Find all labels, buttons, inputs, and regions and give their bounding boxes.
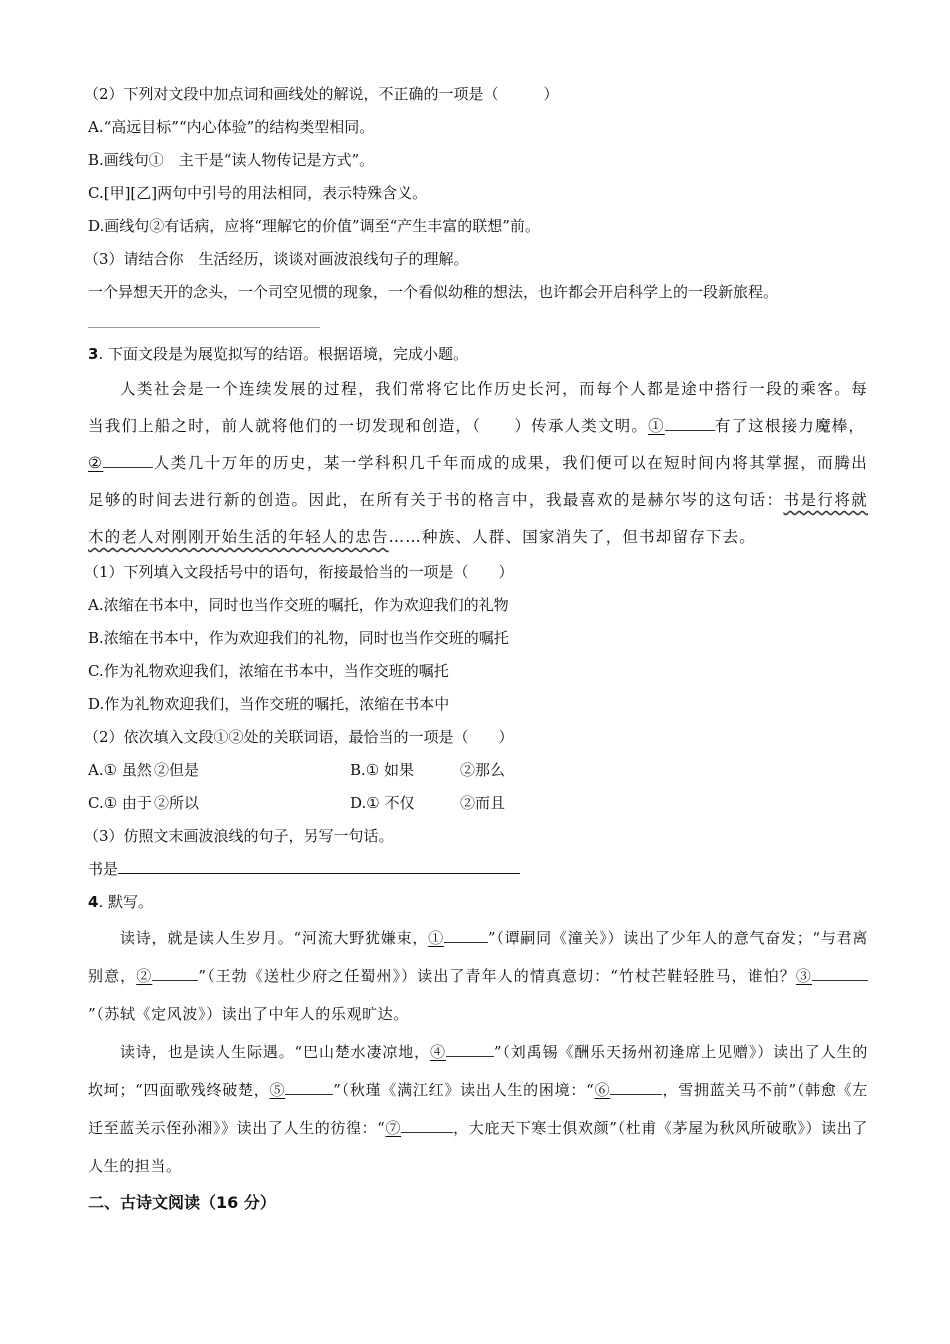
q3-blank1[interactable] xyxy=(665,412,715,431)
q4-blank7-marker: ⑦ xyxy=(385,1119,402,1137)
q4-blank3[interactable] xyxy=(812,962,868,981)
q3-sub2-options-row2 xyxy=(88,787,868,820)
q3-sub3-stem: （3）仿照文末画波浪线的句子，另写一句话。 xyxy=(84,827,394,845)
q3-sub2-option-d1: D.① 不仅 xyxy=(350,794,415,812)
q4-paragraph1 xyxy=(88,919,868,1033)
q4-p1-part-b: ”（谭嗣同《潼关》）读出了少年人的意气奋发；“与君离别意， xyxy=(88,929,868,985)
q2-sub2-option-d: D.画线句②有话病，应将“理解它的价值”调至“产生丰富的联想”前。 xyxy=(88,217,540,235)
q4-blank2-marker: ② xyxy=(136,967,153,985)
q3-sub2-stem: （2）依次填入文段①②处的关联词语，最恰当的一项是（ ） xyxy=(84,728,514,746)
q4-p1-part-d: ”（苏轼《定风波》）读出了中年人的乐观旷达。 xyxy=(88,1005,409,1023)
q3-passage-part3: 人类几十万年的历史，某一学科积几千年而成的成果，我们便可以在短时间内将其掌握，而腾出足够的时间去进行新的创造。因此，在所有关于书的格言中，我最喜欢的是赫尔岑的这句话： xyxy=(88,454,868,509)
q4-p1-part-c: ”（王勃《送杜少府之任蜀州》）读出了青年人的情真意切：“竹杖芒鞋轻胜马，谁怕？ xyxy=(198,967,796,985)
q3-sub2-option-a2: ②但是 xyxy=(154,761,200,779)
q3-title xyxy=(88,338,868,371)
q3-sub3-answer-line[interactable] xyxy=(118,855,520,874)
q4-blank7[interactable] xyxy=(401,1114,453,1133)
q3-sub3-answer-prefix: 书是 xyxy=(88,860,119,878)
q2-sub2-option-a: A.“高远目标”“内心体验”的结构类型相同。 xyxy=(88,118,375,136)
q3-passage-part2: 有了这根接力魔棒， xyxy=(714,417,866,435)
q3-passage-part1: 人类社会是一个连续发展的过程，我们常将它比作历史长河，而每个人都是途中搭行一段的乘客。每当我们上船之时，前人就将他们的一切发现和创造，（ ）传承人类文明。 xyxy=(88,380,868,435)
q4-blank3-marker: ③ xyxy=(795,967,812,985)
document-page xyxy=(84,78,869,1221)
q3-blank2[interactable] xyxy=(103,449,153,468)
section2-title: 二、古诗文阅读（16 分） xyxy=(88,1193,276,1212)
q3-sub1-option-a: A.浓缩在书本中，同时也当作交班的嘱托，作为欢迎我们的礼物 xyxy=(88,596,509,614)
q3-blank1-marker: ① xyxy=(648,417,665,435)
q4-blank2[interactable] xyxy=(152,962,198,981)
q3-sub2-option-d2: ②而且 xyxy=(460,794,506,812)
q4-blank6-marker: ⑥ xyxy=(594,1081,611,1099)
q3-sub1-stem: （1）下列填入文段括号中的语句，衔接最恰当的一项是（ ） xyxy=(84,563,514,581)
q4-p2-part-b: ”（刘禹锡《酬乐天扬州初逢席上见赠》）读出了人生的坎坷；“四面歌残终破楚， xyxy=(88,1043,869,1099)
q2-sub2-option-b: B.画线句① 主干是“读人物传记是方式”。 xyxy=(88,151,375,169)
q4-number: 4 xyxy=(88,893,99,911)
q4-blank5[interactable] xyxy=(285,1076,333,1095)
q4-blank4-marker: ④ xyxy=(430,1043,446,1061)
q3-passage-part4: ……种族、人群、国家消失了，但书却留存下去。 xyxy=(388,528,757,546)
q3-blank2-marker: ② xyxy=(88,454,104,472)
q3-sub2-option-c2: ②所以 xyxy=(154,794,200,812)
q2-sub3-quote: 一个异想天开的念头，一个司空见惯的现象，一个看似幼稚的想法，也许都会开启科学上的一段新旅程。 xyxy=(88,283,779,301)
q4-paragraph2 xyxy=(88,1033,868,1185)
q4-p2-part-a: 读诗，也是读人生际遇。“巴山楚水凄凉地， xyxy=(120,1043,431,1061)
q4-blank5-marker: ⑤ xyxy=(269,1081,286,1099)
q3-sub2-option-b2: ②那么 xyxy=(460,761,506,779)
q3-sub1-option-c: C.作为礼物欢迎我们，浓缩在书本中，当作交班的嘱托 xyxy=(88,662,449,680)
q2-sub2-stem: （2）下列对文段中加点词和画线处的解说，不正确的一项是（ ） xyxy=(84,85,559,103)
q3-passage xyxy=(88,371,868,556)
q4-p1-part-a: 读诗，就是读人生岁月。“河流大野犹嫌束， xyxy=(120,929,429,947)
q3-sub2-options-row1 xyxy=(88,754,868,787)
q3-title-text: . 下面文段是为展览拟写的结语。根据语境，完成小题。 xyxy=(98,345,468,363)
q3-sub3-answer xyxy=(88,853,868,886)
q4-p2-part-e: ，大庇天下寒士俱欢颜”（杜甫《茅屋为秋风所破歌》）读出了人生的担当。 xyxy=(88,1119,869,1175)
q4-title-text: . 默写。 xyxy=(98,893,153,911)
q3-wavy-sentence: 书是行将就木的老人对刚刚开始生活的年轻人的忠告 xyxy=(88,491,868,546)
q2-sub2-option-c: C.[甲][乙]两句中引号的用法相同，表示特殊含义。 xyxy=(88,184,428,202)
q3-sub1-option-b: B.浓缩在书本中，作为欢迎我们的礼物，同时也当作交班的嘱托 xyxy=(88,629,509,647)
q4-blank1[interactable] xyxy=(444,924,488,943)
q2-sub3-stem: （3）请结合你 生活经历，谈谈对画波浪线句子的理解。 xyxy=(84,250,469,268)
separator-line xyxy=(88,327,320,328)
q4-title xyxy=(88,886,868,919)
q4-blank6[interactable] xyxy=(610,1076,662,1095)
q3-sub2-option-c1: C.① 由于 xyxy=(88,794,152,812)
q3-sub1-option-d: D.作为礼物欢迎我们，当作交班的嘱托，浓缩在书本中 xyxy=(88,695,450,713)
q4-p2-part-c: ”（秋瑾《满江红》读出人生的困境：“ xyxy=(333,1081,595,1099)
q4-blank1-marker: ① xyxy=(428,929,444,947)
q3-number: 3 xyxy=(88,345,99,363)
q3-sub2-option-a1: A.① 虽然 xyxy=(88,761,152,779)
q4-p2-part-d: ，雪拥蓝关马不前”（韩愈《左迁至蓝关示侄孙湘》》读出了人生的彷徨：“ xyxy=(88,1081,868,1137)
q4-blank4[interactable] xyxy=(446,1038,494,1057)
q3-sub2-option-b1: B.① 如果 xyxy=(350,761,415,779)
